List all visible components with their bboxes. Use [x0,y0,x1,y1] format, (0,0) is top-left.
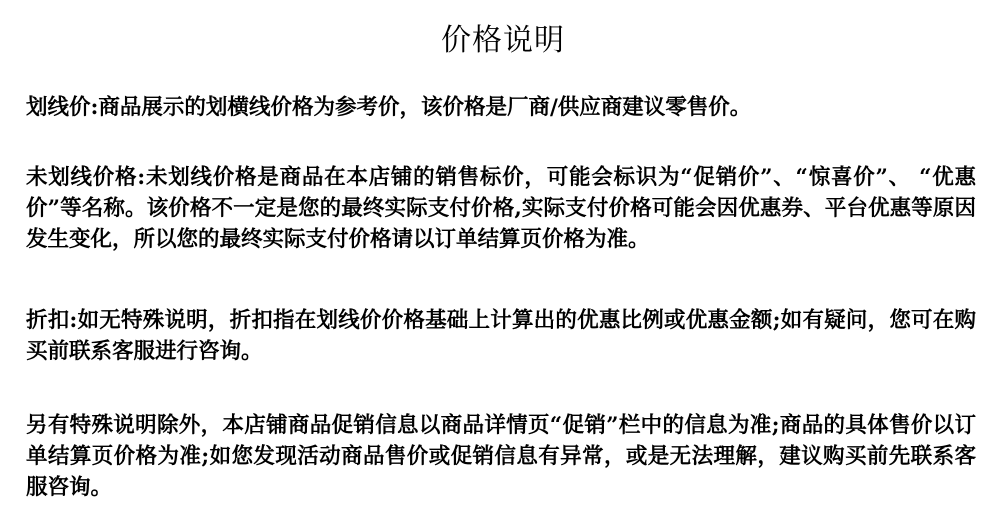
paragraph-strikethrough-price: 划线价:商品展示的划横线价格为参考价，该价格是厂商/供应商建议零售价。 [26,95,752,120]
page-title: 价格说明 [441,23,565,59]
paragraph-discount: 折扣:如无特殊说明，折扣指在划线价价格基础上计算出的优惠比例或优惠金额;如有疑问，您可在购买前联系客服进行咨询。 [26,308,976,364]
paragraph-special-notes: 另有特殊说明除外，本店铺商品促销信息以商品详情页“促销”栏中的信息为准;商品的具体售价以订单结算页价格为准;如您发现活动商品售价或促销信息有异常，或是无法理解，建议购买前先联系客服咨询。 [26,413,976,500]
paragraph-non-strikethrough-price: 未划线价格:未划线价格是商品在本店铺的销售标价，可能会标识为“促销价”、“惊喜价”、 “优惠价”等名称。该价格不一定是您的最终实际支付价格,实际支付价格可能会因优惠券、平台优惠等原因发生变化，所以您的最终实际支付价格请以订单结算页价格为准。 [26,165,976,252]
